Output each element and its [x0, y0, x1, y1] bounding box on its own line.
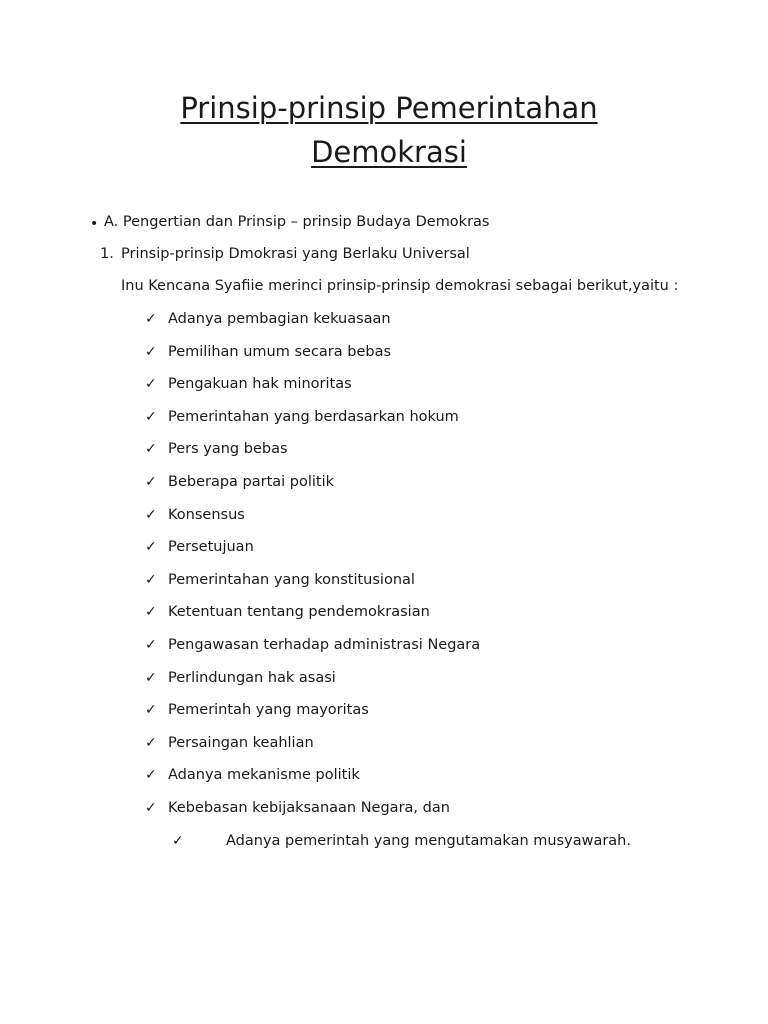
- principle-label: Adanya mekanisme politik: [168, 767, 360, 783]
- list-item: [0, 733, 768, 755]
- checkmark-icon: ✓: [145, 670, 157, 686]
- list-item: [0, 570, 768, 592]
- list-item: [0, 668, 768, 690]
- principle-label: Pemerintahan yang konstitusional: [168, 572, 415, 588]
- numbered-heading: Prinsip-prinsip Dmokrasi yang Berlaku Universal: [121, 246, 470, 262]
- list-item: [0, 309, 768, 331]
- intro-paragraph: Inu Kencana Syafiie merinci prinsip-prinsip demokrasi sebagai berikut,yaitu :: [121, 278, 679, 294]
- section-heading-a: A. Pengertian dan Prinsip – prinsip Budaya Demokras: [104, 214, 490, 230]
- checkmark-icon: ✓: [145, 409, 157, 425]
- list-item: [0, 700, 768, 722]
- page-title: [0, 86, 768, 174]
- checkmark-icon: ✓: [145, 637, 157, 653]
- checkmark-icon: ✓: [145, 344, 157, 360]
- checkmark-icon: ✓: [145, 376, 157, 392]
- principle-label: Ketentuan tentang pendemokrasian: [168, 604, 430, 620]
- list-item: [0, 765, 768, 787]
- checkmark-icon: ✓: [145, 441, 157, 457]
- list-item: [0, 472, 768, 494]
- principle-label: Pemerintahan yang berdasarkan hokum: [168, 409, 459, 425]
- checkmark-icon: ✓: [145, 572, 157, 588]
- principle-label: Perlindungan hak asasi: [168, 670, 336, 686]
- list-item: [0, 505, 768, 527]
- checkmark-icon: ✓: [145, 767, 157, 783]
- checkmark-icon: ✓: [145, 539, 157, 555]
- principle-label: Kebebasan kebijaksanaan Negara, dan: [168, 800, 450, 816]
- checkmark-icon: ✓: [145, 702, 157, 718]
- checkmark-icon: ✓: [145, 507, 157, 523]
- principle-label: Adanya pembagian kekuasaan: [168, 311, 391, 327]
- principle-label: Pengawasan terhadap administrasi Negara: [168, 637, 481, 653]
- principle-label: Pemilihan umum secara bebas: [168, 344, 392, 360]
- list-item: [0, 798, 768, 820]
- checkmark-icon: ✓: [145, 474, 157, 490]
- list-item: [0, 342, 768, 364]
- list-item: [0, 635, 768, 657]
- bullet-dot-icon: •: [90, 216, 99, 232]
- principle-label: Persaingan keahlian: [168, 735, 314, 751]
- numbered-marker: 1.: [100, 246, 114, 262]
- title-line-2: Demokrasi: [311, 135, 467, 169]
- checkmark-icon: ✓: [145, 800, 157, 816]
- list-item: [0, 407, 768, 429]
- checkmark-icon: ✓: [145, 311, 157, 327]
- principle-label: Konsensus: [168, 507, 245, 523]
- principle-label: Pers yang bebas: [168, 441, 288, 457]
- principle-label: Beberapa partai politik: [168, 474, 335, 490]
- list-item: [0, 537, 768, 559]
- principle-label: Persetujuan: [168, 539, 254, 555]
- principle-label: Pengakuan hak minoritas: [168, 376, 352, 392]
- title-line-1: Prinsip-prinsip Pemerintahan: [180, 91, 598, 125]
- list-item: [0, 374, 768, 396]
- checkmark-icon: ✓: [172, 833, 184, 849]
- principle-label: Adanya pemerintah yang mengutamakan musyawarah.: [226, 833, 631, 849]
- checkmark-icon: ✓: [145, 604, 157, 620]
- principle-label: Pemerintah yang mayoritas: [168, 702, 369, 718]
- list-item: [0, 831, 768, 853]
- list-item: [0, 439, 768, 461]
- list-item: [0, 602, 768, 624]
- checkmark-icon: ✓: [145, 735, 157, 751]
